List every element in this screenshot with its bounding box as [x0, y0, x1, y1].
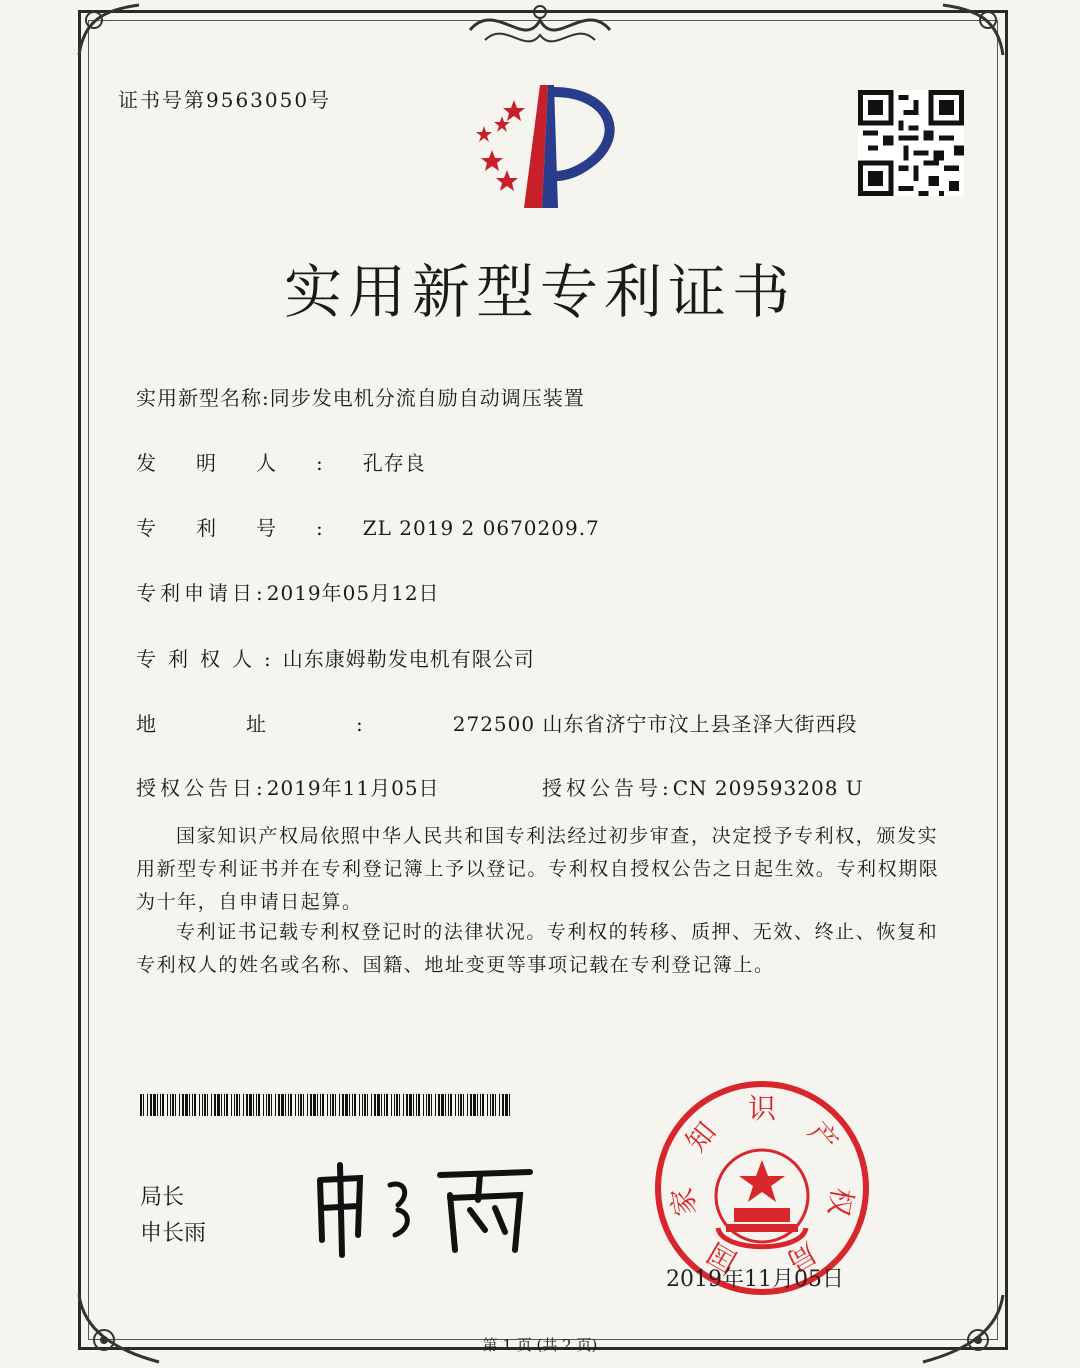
- certificate-number: 证书号第9563050号: [118, 88, 332, 112]
- inventor-label: 发明人:: [136, 451, 363, 475]
- seal-character: 局: [781, 1235, 823, 1279]
- certificate-paragraph-1: 国家知识产权局依照中华人民共和国专利法经过初步审查，决定授予专利权，颁发实用新型专利证书并在专利登记簿上予以登记。专利权自授权公告之日起生效。专利权期限为十年，自申请日起算。: [136, 825, 940, 913]
- utility-model-name-value: 同步发电机分流自励自动调压装置: [269, 386, 585, 410]
- corner-ornament-bottom-right-icon: [918, 1290, 1008, 1368]
- seal-character: 家: [665, 1185, 703, 1219]
- patentee-label: 专利权人:: [136, 647, 283, 671]
- qr-code-icon: [858, 90, 964, 196]
- certificate-paragraph-2: 专利证书记载专利权登记时的法律状况。专利权的转移、质押、无效、终止、恢复和专利权人的姓名或名称、国籍、地址变更等事项记载在专利登记簿上。: [136, 921, 939, 976]
- utility-model-name-row: [136, 382, 585, 411]
- grant-date-label: 授权公告日:: [136, 776, 267, 800]
- grant-number-value: CN 209593208 U: [672, 776, 864, 800]
- address-label: 地址:: [136, 712, 453, 736]
- patentee-value: 山东康姆勒发电机有限公司: [282, 647, 535, 671]
- patent-number-row: [136, 512, 600, 541]
- filing-date-label: 专利申请日:: [136, 581, 267, 605]
- director-signature-icon: [310, 1150, 550, 1260]
- inventor-value: 孔存良: [362, 451, 426, 475]
- grant-number-label: 授权公告号:: [542, 776, 673, 800]
- seal-date: 2019年11月05日: [666, 1267, 844, 1292]
- filing-date-row: [136, 577, 440, 606]
- cnipa-logo-icon: [462, 80, 642, 210]
- grant-date-row: [136, 772, 440, 801]
- grant-number-row: [542, 772, 864, 801]
- seal-character: 国: [701, 1235, 743, 1279]
- corner-ornament-top-right-icon: [938, 0, 1008, 60]
- top-ornament-icon: [465, 0, 615, 60]
- seal-character: 识: [747, 1092, 777, 1125]
- patent-number-label: 专利号:: [136, 516, 363, 540]
- page-number: 第 1 页 (共 2 页): [482, 1336, 598, 1354]
- corner-ornament-bottom-left-icon: [74, 1290, 164, 1368]
- corner-ornament-top-left-icon: [74, 0, 144, 60]
- director-title: 局长: [140, 1185, 185, 1210]
- address-row: [136, 708, 857, 737]
- inventor-row: [136, 447, 426, 476]
- seal-character: 产: [801, 1115, 845, 1159]
- patent-number-value: ZL 2019 2 0670209.7: [362, 516, 600, 540]
- address-value: 272500 山东省济宁市汶上县圣泽大街西段: [452, 712, 858, 736]
- filing-date-value: 2019年05月12日: [266, 581, 440, 605]
- seal-character: 权: [821, 1185, 859, 1219]
- barcode-icon: [140, 1094, 510, 1116]
- utility-model-name-label: 实用新型名称:: [136, 386, 270, 410]
- seal-character: 知: [679, 1115, 723, 1159]
- grant-date-value: 2019年11月05日: [266, 776, 440, 800]
- certificate-title: 实用新型专利证书: [283, 258, 796, 326]
- director-name: 申长雨: [140, 1221, 207, 1246]
- patentee-row: [136, 643, 535, 672]
